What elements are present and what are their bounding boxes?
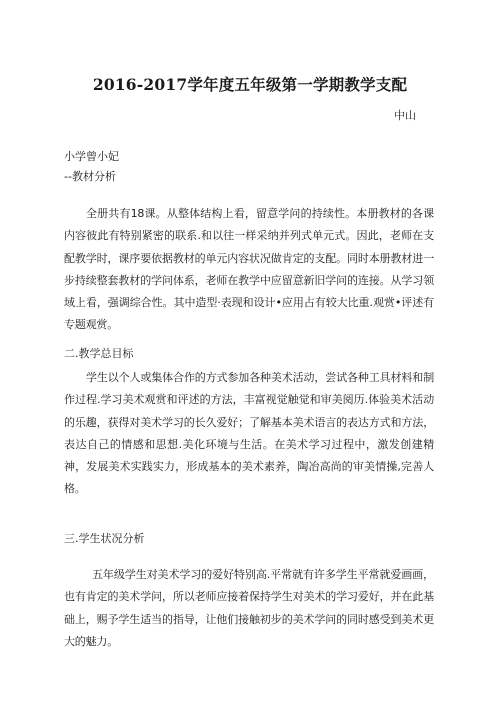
document-title: 2016-2017学年度五年级第一学期教学支配 (92, 75, 408, 94)
section-heading-student-analysis: 三.学生状况分析 (64, 532, 145, 545)
author-school: 中山 (394, 109, 416, 122)
section-heading-textbook-analysis: --教材分析 (64, 170, 116, 183)
section-paragraph-teaching-goals: 学生以个人或集体合作的方式参加各种美术活动，尝试各种工具材料和制作过程.学习美术观赏和评述的方法，丰富视觉触觉和审美阅历.体验美术活动的乐趣，获得对美术学习的长久爱好；了解基本美术语言的表达方式和方法，表达自己的情感和思想.美化环境与生活。在美术学习过程中，激发创建精神，发展美术实践实力，形成基本的美术素养，陶冶高尚的审美情操,完善人格。 (64, 371, 434, 496)
author-name: 小学曾小妃 (64, 150, 119, 163)
section-paragraph-student-analysis: 五年级学生对美术学习的爱好特别高.平常就有许多学生平常就爱画画，也有肯定的美术学问，所以老师应接着保持学生对美术的学习爱好，并在此基础上，赐予学生适当的指导，让他们接触初步的美术学问的同时感受到美术更大的魅力。 (64, 568, 434, 648)
section-heading-teaching-goals: 二.教学总目标 (64, 347, 134, 360)
section-paragraph-textbook-analysis: 全册共有18课。从整体结构上看，留意学问的持续性。本册教材的各课内容彼此有特别紧密的联系.和以往一样采纳并列式单元式。因此，老师在支配教学时，课序要依据教材的单元内容状况做肯定的支配。同时本册教材进一步持续整套教材的学问体系，老师在教学中应留意新旧学问的连接。从学习领域上看，强调综合性。其中造型·表现和设计•应用占有较大比重.观赏•评述有专题观赏。 (64, 207, 434, 332)
